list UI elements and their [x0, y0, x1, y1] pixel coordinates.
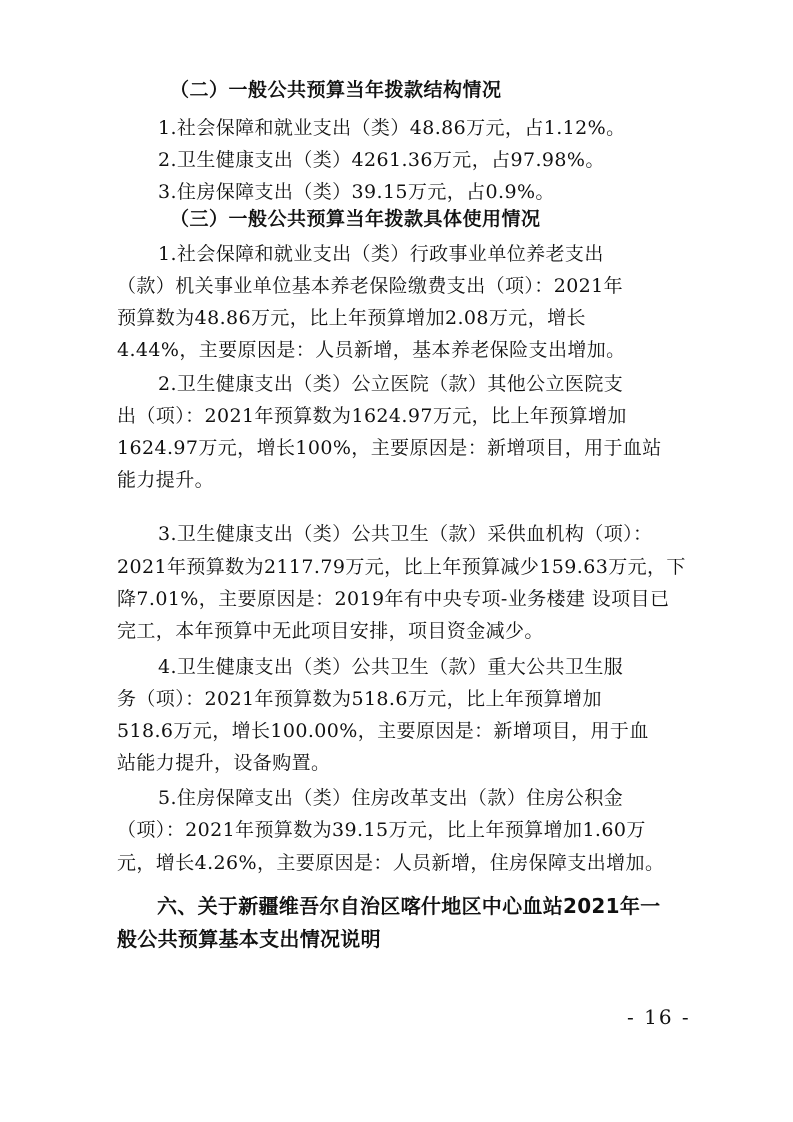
- section-3-item-1-line-2: （款）机关事业单位基本养老保险缴费支出（项）：2021年: [117, 275, 624, 297]
- section-3-item-5-line-1: 5.住房保障支出（类）住房改革支出（款）住房公积金: [158, 787, 624, 809]
- section-3-item-2-line-2: 出（项）：2021年预算数为1624.97万元，比上年预算增加: [117, 405, 627, 427]
- section-3-item-2-line-1: 2.卫生健康支出（类）公立医院（款）其他公立医院支: [158, 373, 624, 395]
- section-3-item-4-line-1: 4.卫生健康支出（类）公共卫生（款）重大公共卫生服: [158, 656, 624, 678]
- section-3-item-2-line-4: 能力提升。: [117, 469, 215, 491]
- section-3-item-2-line-3: 1624.97万元，增长100%，主要原因是：新增项目，用于血站: [117, 437, 662, 459]
- section-3-item-4-line-2: 务（项）：2021年预算数为518.6万元，比上年预算增加: [117, 688, 602, 710]
- section-3-item-3-line-4: 完工，本年预算中无此项目安排，项目资金减少。: [117, 620, 544, 642]
- section-3-item-1-line-4: 4.44%，主要原因是：人员新增，基本养老保险支出增加。: [117, 339, 626, 361]
- page-number: - 16 -: [627, 1005, 691, 1029]
- section-6-title-line-2: 般公共预算基本支出情况说明: [117, 927, 381, 951]
- section-3-item-5-line-3: 元，增长4.26%，主要原因是：人员新增，住房保障支出增加。: [117, 852, 665, 874]
- section-3-item-4-line-3: 518.6万元，增长100.00%，主要原因是：新增项目，用于血: [117, 720, 649, 742]
- section-6-title-line-1: 六、关于新疆维吾尔自治区喀什地区中心血站2021年一: [157, 894, 661, 918]
- section-3-item-3-line-2: 2021年预算数为2117.79万元，比上年预算减少159.63万元，下: [117, 556, 686, 578]
- section-3-item-3-line-3: 降7.01%，主要原因是：2019年有中央专项-业务楼建 设项目已: [117, 588, 670, 610]
- section-2-item-1: 1.社会保障和就业支出（类）48.86万元，占1.12%。: [158, 117, 626, 139]
- section-3-item-4-line-4: 站能力提升，设备购置。: [117, 752, 331, 774]
- section-3-item-1-line-3: 预算数为48.86万元，比上年预算增加2.08万元，增长: [117, 307, 586, 329]
- section-2-heading: （二）一般公共预算当年拨款结构情况: [170, 79, 502, 101]
- section-2-item-3: 3.住房保障支出（类）39.15万元，占0.9%。: [158, 181, 555, 203]
- section-3-heading: （三）一般公共预算当年拨款具体使用情况: [170, 208, 541, 230]
- section-3-item-5-line-2: （项）：2021年预算数为39.15万元，比上年预算增加1.60万: [117, 819, 646, 841]
- section-3-item-1-line-1: 1.社会保障和就业支出（类）行政事业单位养老支出: [158, 243, 604, 265]
- section-2-item-2: 2.卫生健康支出（类）4261.36万元，占97.98%。: [158, 149, 605, 171]
- section-3-item-3-line-1: 3.卫生健康支出（类）公共卫生（款）采供血机构（项）：: [158, 523, 653, 545]
